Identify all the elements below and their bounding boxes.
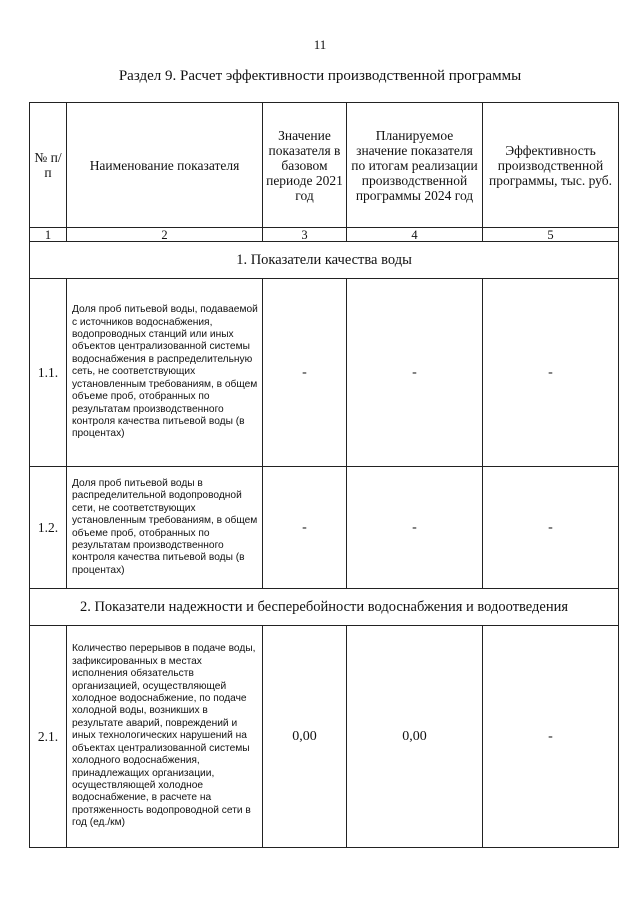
section-header-row xyxy=(30,589,619,626)
header-index: № п/п xyxy=(30,103,67,228)
planned-value: - xyxy=(347,279,483,467)
table-row xyxy=(30,467,619,589)
row-index: 2.1. xyxy=(30,626,67,848)
table-row xyxy=(30,279,619,467)
table-row xyxy=(30,626,619,848)
column-number: 2 xyxy=(67,228,263,242)
efficiency-table xyxy=(29,102,619,848)
base-value: - xyxy=(263,467,347,589)
header-efficiency: Эффективность производственной программы, тыс. руб. xyxy=(483,103,619,228)
planned-value: - xyxy=(347,467,483,589)
column-number: 1 xyxy=(30,228,67,242)
page-number: 11 xyxy=(313,37,327,52)
efficiency-value: - xyxy=(483,626,619,848)
column-number: 3 xyxy=(263,228,347,242)
indicator-name: Количество перерывов в подаче воды, зафиксированных в местах исполнения обязательств организацией, осуществляющей холодное водоснабжение, по подаче холодной воды, возникших в результате аварий, повреждений и иных технологических нарушений на объектах централизованной системы холодного водоснабжения, принадлежащих организации, осуществляющей холодное водоснабжение, в расчете на протяженность водопроводной сети в год (ед./км) xyxy=(67,626,263,848)
column-number-row xyxy=(30,228,619,242)
column-number: 4 xyxy=(347,228,483,242)
indicator-name: Доля проб питьевой воды в распределительной водопроводной сети, не соответствующих установленным требованиям, в общем объеме проб, отобранных по результатам производственного контроля качества питьевой воды (в процентах) xyxy=(67,467,263,589)
section-heading: 2. Показатели надежности и бесперебойности водоснабжения и водоотведения xyxy=(30,589,619,626)
efficiency-value: - xyxy=(483,467,619,589)
row-index: 1.2. xyxy=(30,467,67,589)
base-value: 0,00 xyxy=(263,626,347,848)
header-name: Наименование показателя xyxy=(67,103,263,228)
planned-value: 0,00 xyxy=(347,626,483,848)
header-base-value: Значение показателя в базовом периоде 2021 год xyxy=(263,103,347,228)
efficiency-value: - xyxy=(483,279,619,467)
header-planned-value: Планируемое значение показателя по итогам реализации производственной программы 2024 год xyxy=(347,103,483,228)
row-index: 1.1. xyxy=(30,279,67,467)
section-title: Раздел 9. Расчет эффективности производственной программы xyxy=(118,68,522,84)
column-number: 5 xyxy=(483,228,619,242)
indicator-name: Доля проб питьевой воды, подаваемой с источников водоснабжения, водопроводных станций или иных объектов централизованной системы водоснабжения в распределительную сеть, не соответствующих установленным требованиям, в общем объеме проб, отобранных по результатам производственного контроля качества питьевой воды (в процентах) xyxy=(67,279,263,467)
section-heading: 1. Показатели качества воды xyxy=(30,242,619,279)
header-row xyxy=(30,103,619,228)
base-value: - xyxy=(263,279,347,467)
section-header-row xyxy=(30,242,619,279)
